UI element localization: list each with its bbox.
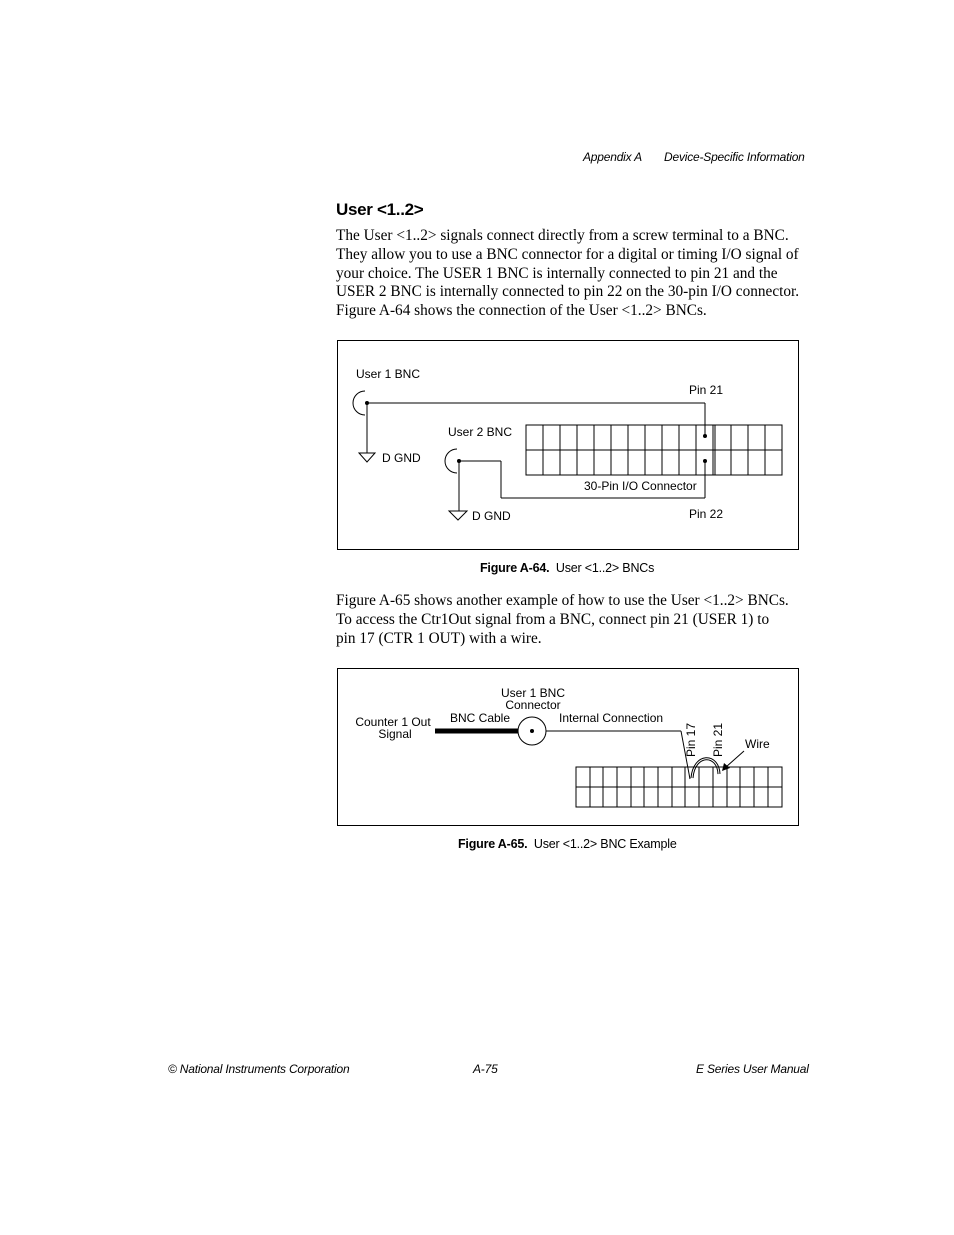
pin17-label: Pin 17	[684, 722, 698, 757]
footer-page-number: A-75	[473, 1062, 498, 1076]
pin22-dot	[703, 459, 707, 463]
counter-label-line2: Signal	[378, 727, 412, 741]
caption-number: Figure A-65.	[458, 837, 528, 851]
paragraph-example	[336, 592, 802, 648]
ground-icon	[359, 453, 375, 462]
caption-text: User <1..2> BNC Example	[533, 837, 677, 851]
figure-a65-caption	[458, 837, 677, 851]
jumper-wire	[692, 759, 719, 778]
paragraph-line: The User <1..2> signals connect directly from a screw terminal to a BNC.	[336, 227, 789, 244]
bnc-cable-label: BNC Cable	[450, 711, 511, 725]
header-chapter: Device-Specific Information	[664, 150, 805, 164]
dgnd1-label: D GND	[382, 451, 421, 465]
paragraph-line: pin 17 (CTR 1 OUT) with a wire.	[336, 629, 542, 647]
footer-copyright: © National Instruments Corporation	[168, 1062, 350, 1076]
figure-a64-diagram	[337, 340, 799, 550]
user1-bnc-label: User 1 BNC	[356, 367, 421, 381]
paragraph-line: your choice. The USER 1 BNC is internally connected to pin 21 and the	[336, 264, 778, 282]
internal-connection-label: Internal Connection	[559, 711, 664, 725]
io-connector-grid	[526, 425, 782, 475]
paragraph-line: Figure A-65 shows another example of how to use the User <1..2> BNCs.	[336, 592, 789, 609]
paragraph-line: USER 2 BNC is internally connected to pin 22 on the 30-pin I/O connector.	[336, 283, 800, 301]
paragraph-line: To access the Ctr1Out signal from a BNC, connect pin 21 (USER 1) to	[336, 610, 770, 628]
user2-bnc-label: User 2 BNC	[448, 425, 513, 439]
pin22-label: Pin 22	[689, 507, 724, 521]
user1-bnc-symbol	[353, 391, 365, 415]
ground-icon	[449, 511, 467, 520]
figure-a65-diagram	[337, 668, 799, 826]
wire-label: Wire	[745, 737, 770, 751]
user1-connector-label-line1: User 1 BNC	[500, 686, 566, 700]
pin21-label: Pin 21	[689, 383, 724, 397]
footer-manual-title: E Series User Manual	[696, 1062, 809, 1076]
wire-pointer	[726, 751, 744, 767]
pin21-label: Pin 21	[711, 722, 725, 757]
header-appendix: Appendix A	[583, 150, 642, 164]
pin21-dot	[703, 434, 707, 438]
connector-label: 30-Pin I/O Connector	[584, 479, 697, 493]
user1-connector-label-line2: Connector	[505, 698, 561, 712]
paragraph-line: They allow you to use a BNC connector for a digital or timing I/O signal of	[336, 245, 799, 263]
paragraph-intro	[336, 227, 802, 321]
paragraph-line: Figure A-64 shows the connection of the User <1..2> BNCs.	[336, 302, 707, 320]
counter-label-line1: Counter 1 Out	[355, 715, 431, 729]
caption-text: User <1..2> BNCs	[555, 561, 655, 575]
figure-a64-caption	[480, 561, 654, 575]
caption-number: Figure A-64.	[480, 561, 550, 575]
dgnd2-label: D GND	[472, 509, 511, 523]
io-connector-grid	[576, 767, 782, 807]
user2-bnc-symbol	[445, 449, 457, 473]
section-title: User <1..2>	[336, 200, 424, 219]
